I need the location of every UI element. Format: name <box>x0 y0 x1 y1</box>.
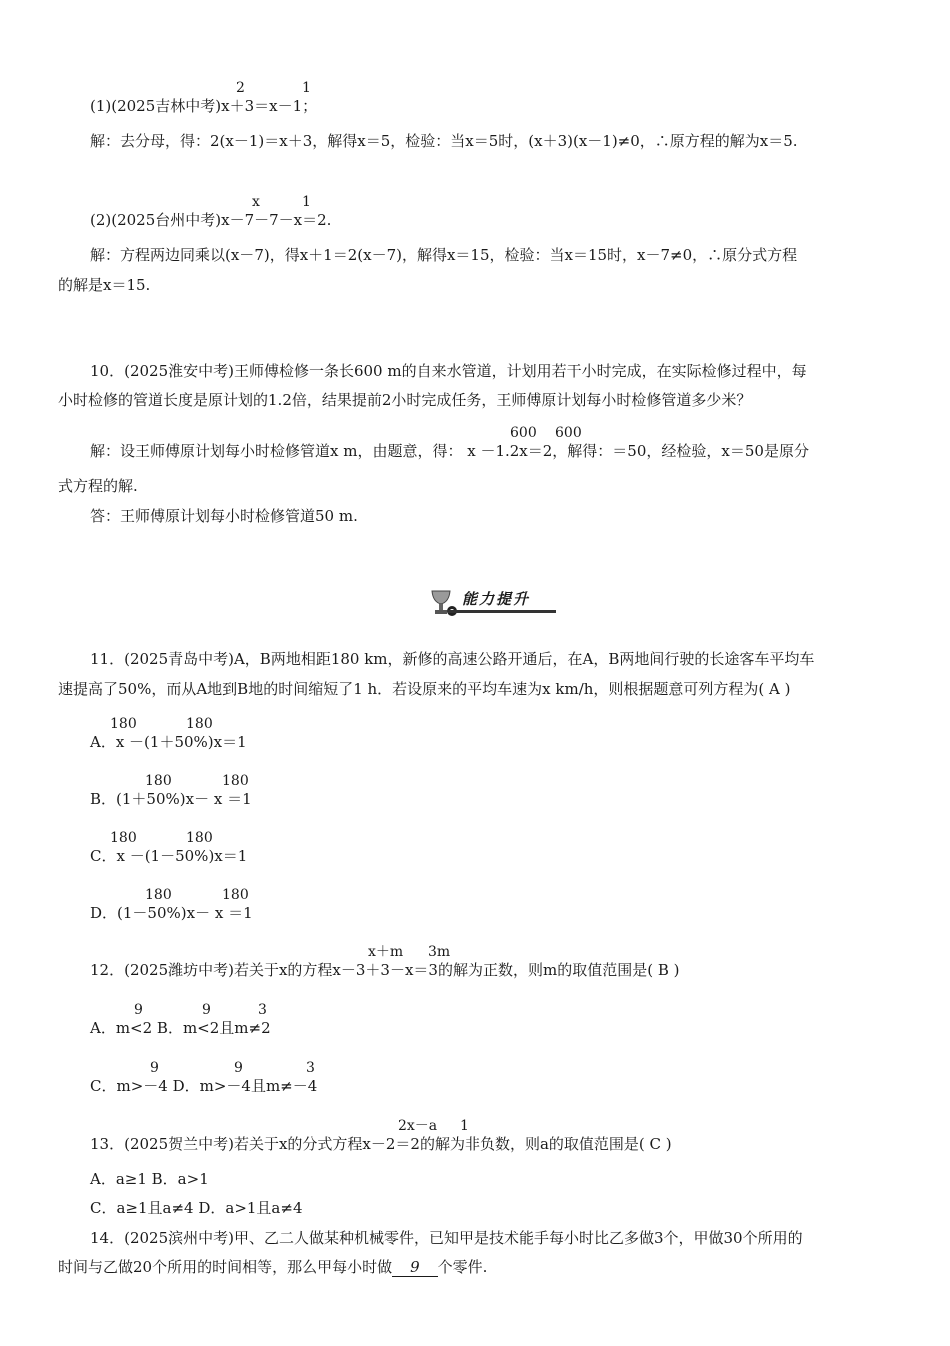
fraction-numerator: 1 <box>460 1118 469 1134</box>
solution-9-2-line1: 解：方程两边同乘以(x－7)，得x＋1＝2(x－7)，解得x＝15，检验：当x＝15时，x－7≠0，∴原分式方程 <box>90 246 798 264</box>
question-14-line1: 14．(2025滨州中考)甲、乙二人做某种机械零件，已知甲是技术能手每小时比乙多做3个，甲做30个所用的 <box>90 1229 803 1247</box>
fraction-numerator: 9 <box>150 1060 159 1076</box>
solution-10-line2: 式方程的解. <box>58 477 138 495</box>
option-11-a: A．x －(1＋50%)x＝1 <box>90 733 247 751</box>
question-14-line2 <box>58 1258 487 1277</box>
fraction-numerator: 3m <box>428 944 451 960</box>
fraction-numerator: 2x－a <box>398 1118 438 1134</box>
question-14-text-after: 个零件. <box>437 1258 488 1276</box>
fraction-numerator: 1 <box>302 80 311 96</box>
option-11-b: B．(1＋50%)x－ x ＝1 <box>90 790 252 808</box>
question-10-line1: 10．(2025淮安中考)王师傅检修一条长600 m的自来水管道，计划用若干小时完成，在实际检修过程中，每 <box>90 362 807 380</box>
fraction-numerator: 180 <box>145 773 172 789</box>
question-11-line1: 11．(2025青岛中考)A，B两地相距180 km，新修的高速公路开通后，在A，B两地间行驶的长途客车平均车 <box>90 650 815 668</box>
option-11-c: C．x －(1－50%)x＝1 <box>90 847 248 865</box>
answer-blank: 9 <box>392 1258 438 1277</box>
fraction-numerator: 180 <box>222 887 249 903</box>
fraction-numerator: 600 <box>555 425 582 441</box>
fraction-numerator: 3 <box>258 1002 267 1018</box>
fraction-numerator: 9 <box>134 1002 143 1018</box>
section-title: 能力提升 <box>462 590 531 608</box>
fraction-numerator: 9 <box>234 1060 243 1076</box>
section-header-badge <box>428 588 558 618</box>
solution-9-2-line2: 的解是x＝15. <box>58 276 151 294</box>
fraction-numerator: 180 <box>222 773 249 789</box>
fraction-numerator: 1 <box>302 194 311 210</box>
question-9-1: (1)(2025吉林中考)x＋3＝x－1； <box>90 97 318 115</box>
fraction-numerator: 180 <box>145 887 172 903</box>
question-13: 13．(2025贺兰中考)若关于x的分式方程x－2＝2的解为非负数，则a的取值范围是( C ) <box>90 1135 672 1153</box>
question-12: 12．(2025潍坊中考)若关于x的方程x－3＋3－x＝3的解为正数，则m的取值范围是( B ) <box>90 961 680 979</box>
solution-10-line1: 解：设王师傅原计划每小时检修管道x m，由题意，得： x －1.2x＝2，解得：＝50，经检验，x＝50是原分 <box>90 442 809 460</box>
options-12-ab: A．m<2 B．m<2且m≠2 <box>90 1019 271 1037</box>
trophy-icon <box>428 588 458 618</box>
fraction-numerator: 180 <box>110 716 137 732</box>
answer-10: 答：王师傅原计划每小时检修管道50 m. <box>90 507 358 525</box>
fraction-numerator: x＋m <box>368 944 404 960</box>
options-13-cd: C．a≥1且a≠4 D．a>1且a≠4 <box>90 1199 303 1217</box>
fraction-numerator: 600 <box>510 425 537 441</box>
options-12-cd: C．m>－4 D．m>－4且m≠－4 <box>90 1077 318 1095</box>
fraction-numerator: 3 <box>306 1060 315 1076</box>
fraction-numerator: 180 <box>186 830 213 846</box>
option-11-d: D．(1－50%)x－ x ＝1 <box>90 904 253 922</box>
fraction-numerator: 180 <box>186 716 213 732</box>
question-10-line2: 小时检修的管道长度是原计划的1.2倍，结果提前2小时完成任务，王师傅原计划每小时检修管道多少米？ <box>58 391 752 409</box>
fraction-numerator: 2 <box>236 80 245 96</box>
fraction-numerator: 180 <box>110 830 137 846</box>
solution-9-1: 解：去分母，得：2(x－1)＝x＋3，解得x＝5，检验：当x＝5时，(x＋3)(x－1)≠0，∴原方程的解为x＝5. <box>90 132 798 150</box>
fraction-numerator: x <box>252 194 260 210</box>
question-14-text-before: 时间与乙做20个所用的时间相等，那么甲每小时做 <box>58 1258 393 1276</box>
question-9-2: (2)(2025台州中考)x－7－7－x＝2. <box>90 211 332 229</box>
question-11-line2: 速提高了50%，而从A地到B地的时间缩短了1 h．若设原来的平均车速为x km/h，则根据题意可列方程为( A ) <box>58 680 791 698</box>
options-13-ab: A．a≥1 B．a>1 <box>90 1170 209 1188</box>
fraction-numerator: 9 <box>202 1002 211 1018</box>
badge-underline <box>448 610 556 613</box>
